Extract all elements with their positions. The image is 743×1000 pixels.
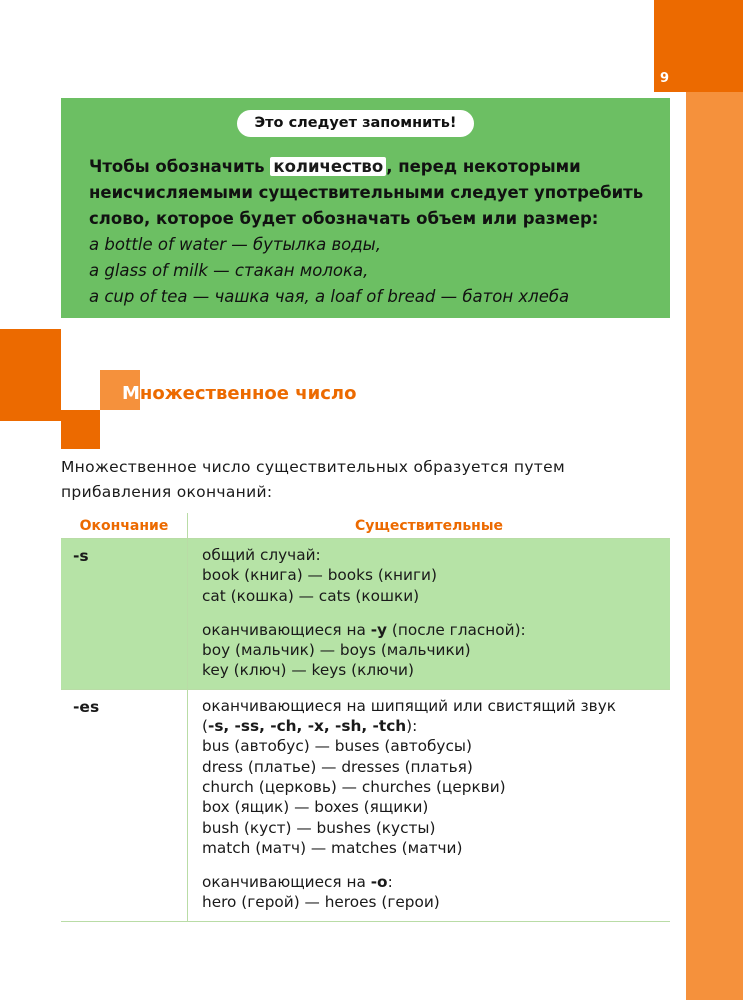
decor-square (61, 410, 100, 449)
case-intro: оканчивающиеся на шипящий или свистящий звук (202, 696, 616, 715)
decor-square (0, 329, 61, 421)
case-intro-text: (после гласной): (387, 620, 526, 639)
example-line: key (ключ) — keys (ключи) (202, 661, 414, 680)
nouns-cell (188, 539, 671, 690)
example-line: match (матч) — matches (матчи) (202, 838, 463, 857)
case-intro-text: оканчивающиеся на (202, 620, 371, 639)
example-line: cat (кошка) — cats (кошки) (202, 586, 420, 605)
highlight-word: количество (270, 157, 386, 176)
remember-title: Это следует запомнить! (237, 110, 474, 137)
example-line: a cup of tea — чашка чая, a loaf of bread — батон хлеба (89, 287, 570, 306)
example-line: a bottle of water — бутылка воды, (89, 235, 381, 254)
page-number: 9 (660, 71, 670, 86)
case-intro: общий случай: (202, 546, 321, 564)
example-line: bus (автобус) — buses (автобусы) (202, 737, 472, 756)
remember-text-end: , перед некоторыми неисчисляемыми существительными следует употребить слово, которое будет обозначать объем или размер: (89, 157, 644, 228)
table-row (61, 689, 670, 921)
heading-rest: ножественное число (139, 383, 357, 404)
example-line: hero (герой) — heroes (герои) (202, 893, 440, 912)
ending-mark: -y (370, 620, 388, 639)
case-intro (202, 620, 670, 640)
example-line: church (церковь) — churches (церкви) (202, 777, 506, 796)
nouns-cell (188, 689, 671, 921)
case-intro-text: : (387, 873, 393, 892)
case-intro (202, 872, 670, 892)
remember-text (89, 154, 670, 232)
example-line: bush (куст) — bushes (кусты) (202, 818, 436, 837)
ending-cell: -es (61, 689, 188, 921)
example-line: a glass of milk — стакан молока, (89, 261, 369, 280)
example-line: book (книга) — books (книги) (202, 566, 437, 585)
sounds-close: ): (406, 717, 418, 736)
section-heading (122, 383, 356, 404)
table-row (61, 539, 670, 690)
example-line: dress (платье) — dresses (платья) (202, 757, 473, 776)
header-ending: Окончание (61, 513, 188, 539)
header-nouns: Существительные (188, 513, 671, 539)
ending-mark: -o (370, 873, 388, 892)
remember-text-start: Чтобы обозначить (89, 157, 271, 176)
heading-first-letter: М (122, 383, 140, 404)
sounds-open: ( (202, 717, 208, 736)
example-line: box (ящик) — boxes (ящики) (202, 798, 429, 817)
sounds-list (202, 716, 670, 736)
endings-table (61, 513, 670, 922)
ending-cell: -s (61, 539, 188, 690)
example-line: boy (мальчик) — boys (мальчики) (202, 641, 471, 660)
sounds-bold: -s, -ss, -ch, -x, -sh, -tch (207, 717, 407, 736)
case-intro-text: оканчивающиеся на (202, 873, 371, 892)
table-header-row (61, 513, 670, 539)
intro-paragraph: Множественное число существительных образуется путем прибавления окончаний: (61, 458, 565, 501)
side-strip (686, 92, 743, 1000)
